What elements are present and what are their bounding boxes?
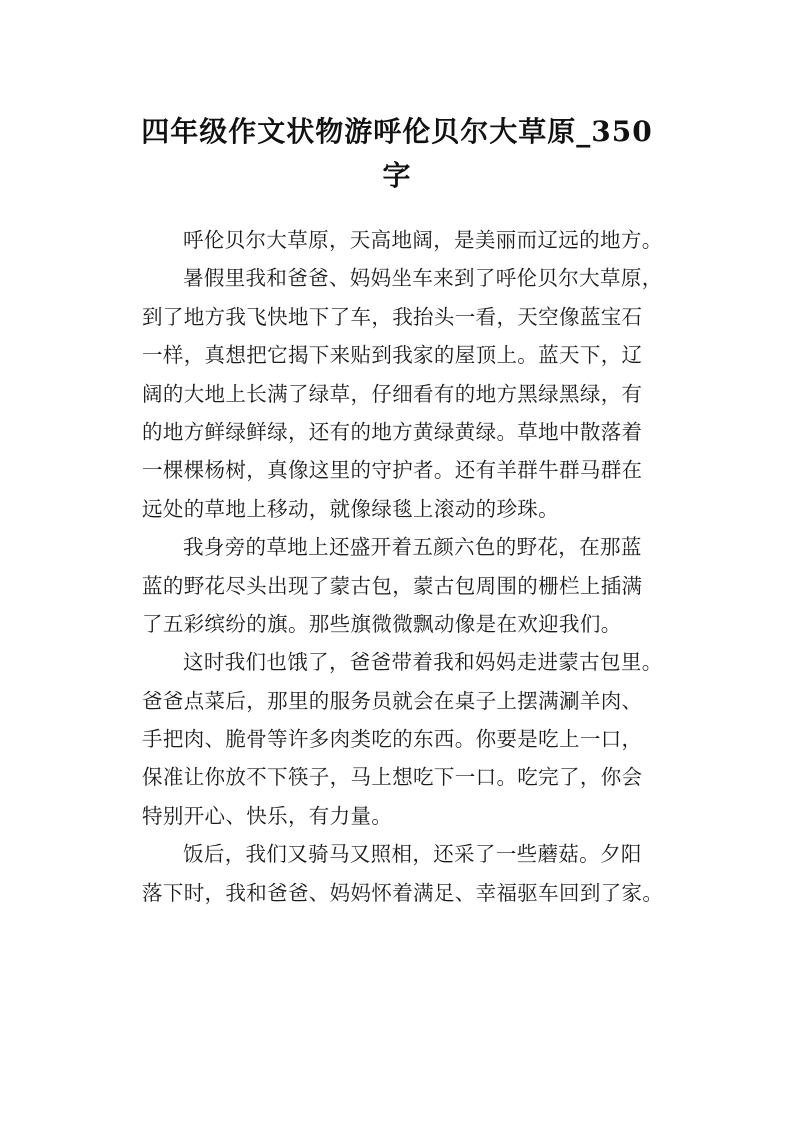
document-body [142, 221, 682, 912]
document-title [100, 110, 694, 198]
paragraph-5-line: 落下时，我和爸爸、妈妈怀着满足、幸福驱车回到了家。 [142, 880, 664, 905]
paragraph-2-line: 远处的草地上移动，就像绿毯上滚动的珍珠。 [142, 496, 559, 521]
paragraph-3-line: 蓝的野花尽头出现了蒙古包，蒙古包周围的栅栏上插满 [142, 573, 643, 598]
title-line-2: 字 [382, 159, 412, 192]
paragraph-2-line: 暑假里我和爸爸、妈妈坐车来到了呼伦贝尔大草原， [183, 266, 663, 291]
paragraph-1-line: 呼伦贝尔大草原，天高地阔，是美丽而辽远的地方。 [183, 228, 663, 252]
title-line-1: 四年级作文状物游呼伦贝尔大草原_350 [141, 115, 653, 148]
paragraph-4-line: 这时我们也饿了，爸爸带着我和妈妈走进蒙古包里。 [183, 650, 663, 675]
paragraph-4-line: 特别开心、快乐，有力量。 [142, 803, 393, 828]
paragraph-2-line: 阔的大地上长满了绿草，仔细看有的地方黑绿黑绿，有 [142, 381, 643, 406]
paragraph-2-line: 一样，真想把它揭下来贴到我家的屋顶上。蓝天下，辽 [142, 343, 643, 368]
paragraph-3-line: 我身旁的草地上还盛开着五颜六色的野花，在那蓝 [183, 535, 642, 560]
paragraph-2-line: 的地方鲜绿鲜绿，还有的地方黄绿黄绿。草地中散落着 [142, 419, 643, 444]
paragraph-3-line: 了五彩缤纷的旗。那些旗微微飘动像是在欢迎我们。 [142, 611, 622, 636]
paragraph-2-line: 一棵棵杨树，真像这里的守护者。还有羊群牛群马群在 [142, 458, 643, 483]
paragraph-2-line: 到了地方我飞快地下了车，我抬头一看，天空像蓝宝石 [142, 304, 643, 329]
paragraph-4-line: 手把肉、脆骨等许多肉类吃的东西。你要是吃上一口， [142, 727, 643, 752]
paragraph-4-line: 保准让你放不下筷子，马上想吃下一口。吃完了，你会 [142, 765, 643, 790]
paragraph-5-line: 饭后，我们又骑马又照相，还采了一些蘑菇。夕阳 [183, 842, 642, 867]
paragraph-4-line: 爸爸点菜后，那里的服务员就会在桌子上摆满涮羊肉、 [142, 688, 643, 713]
